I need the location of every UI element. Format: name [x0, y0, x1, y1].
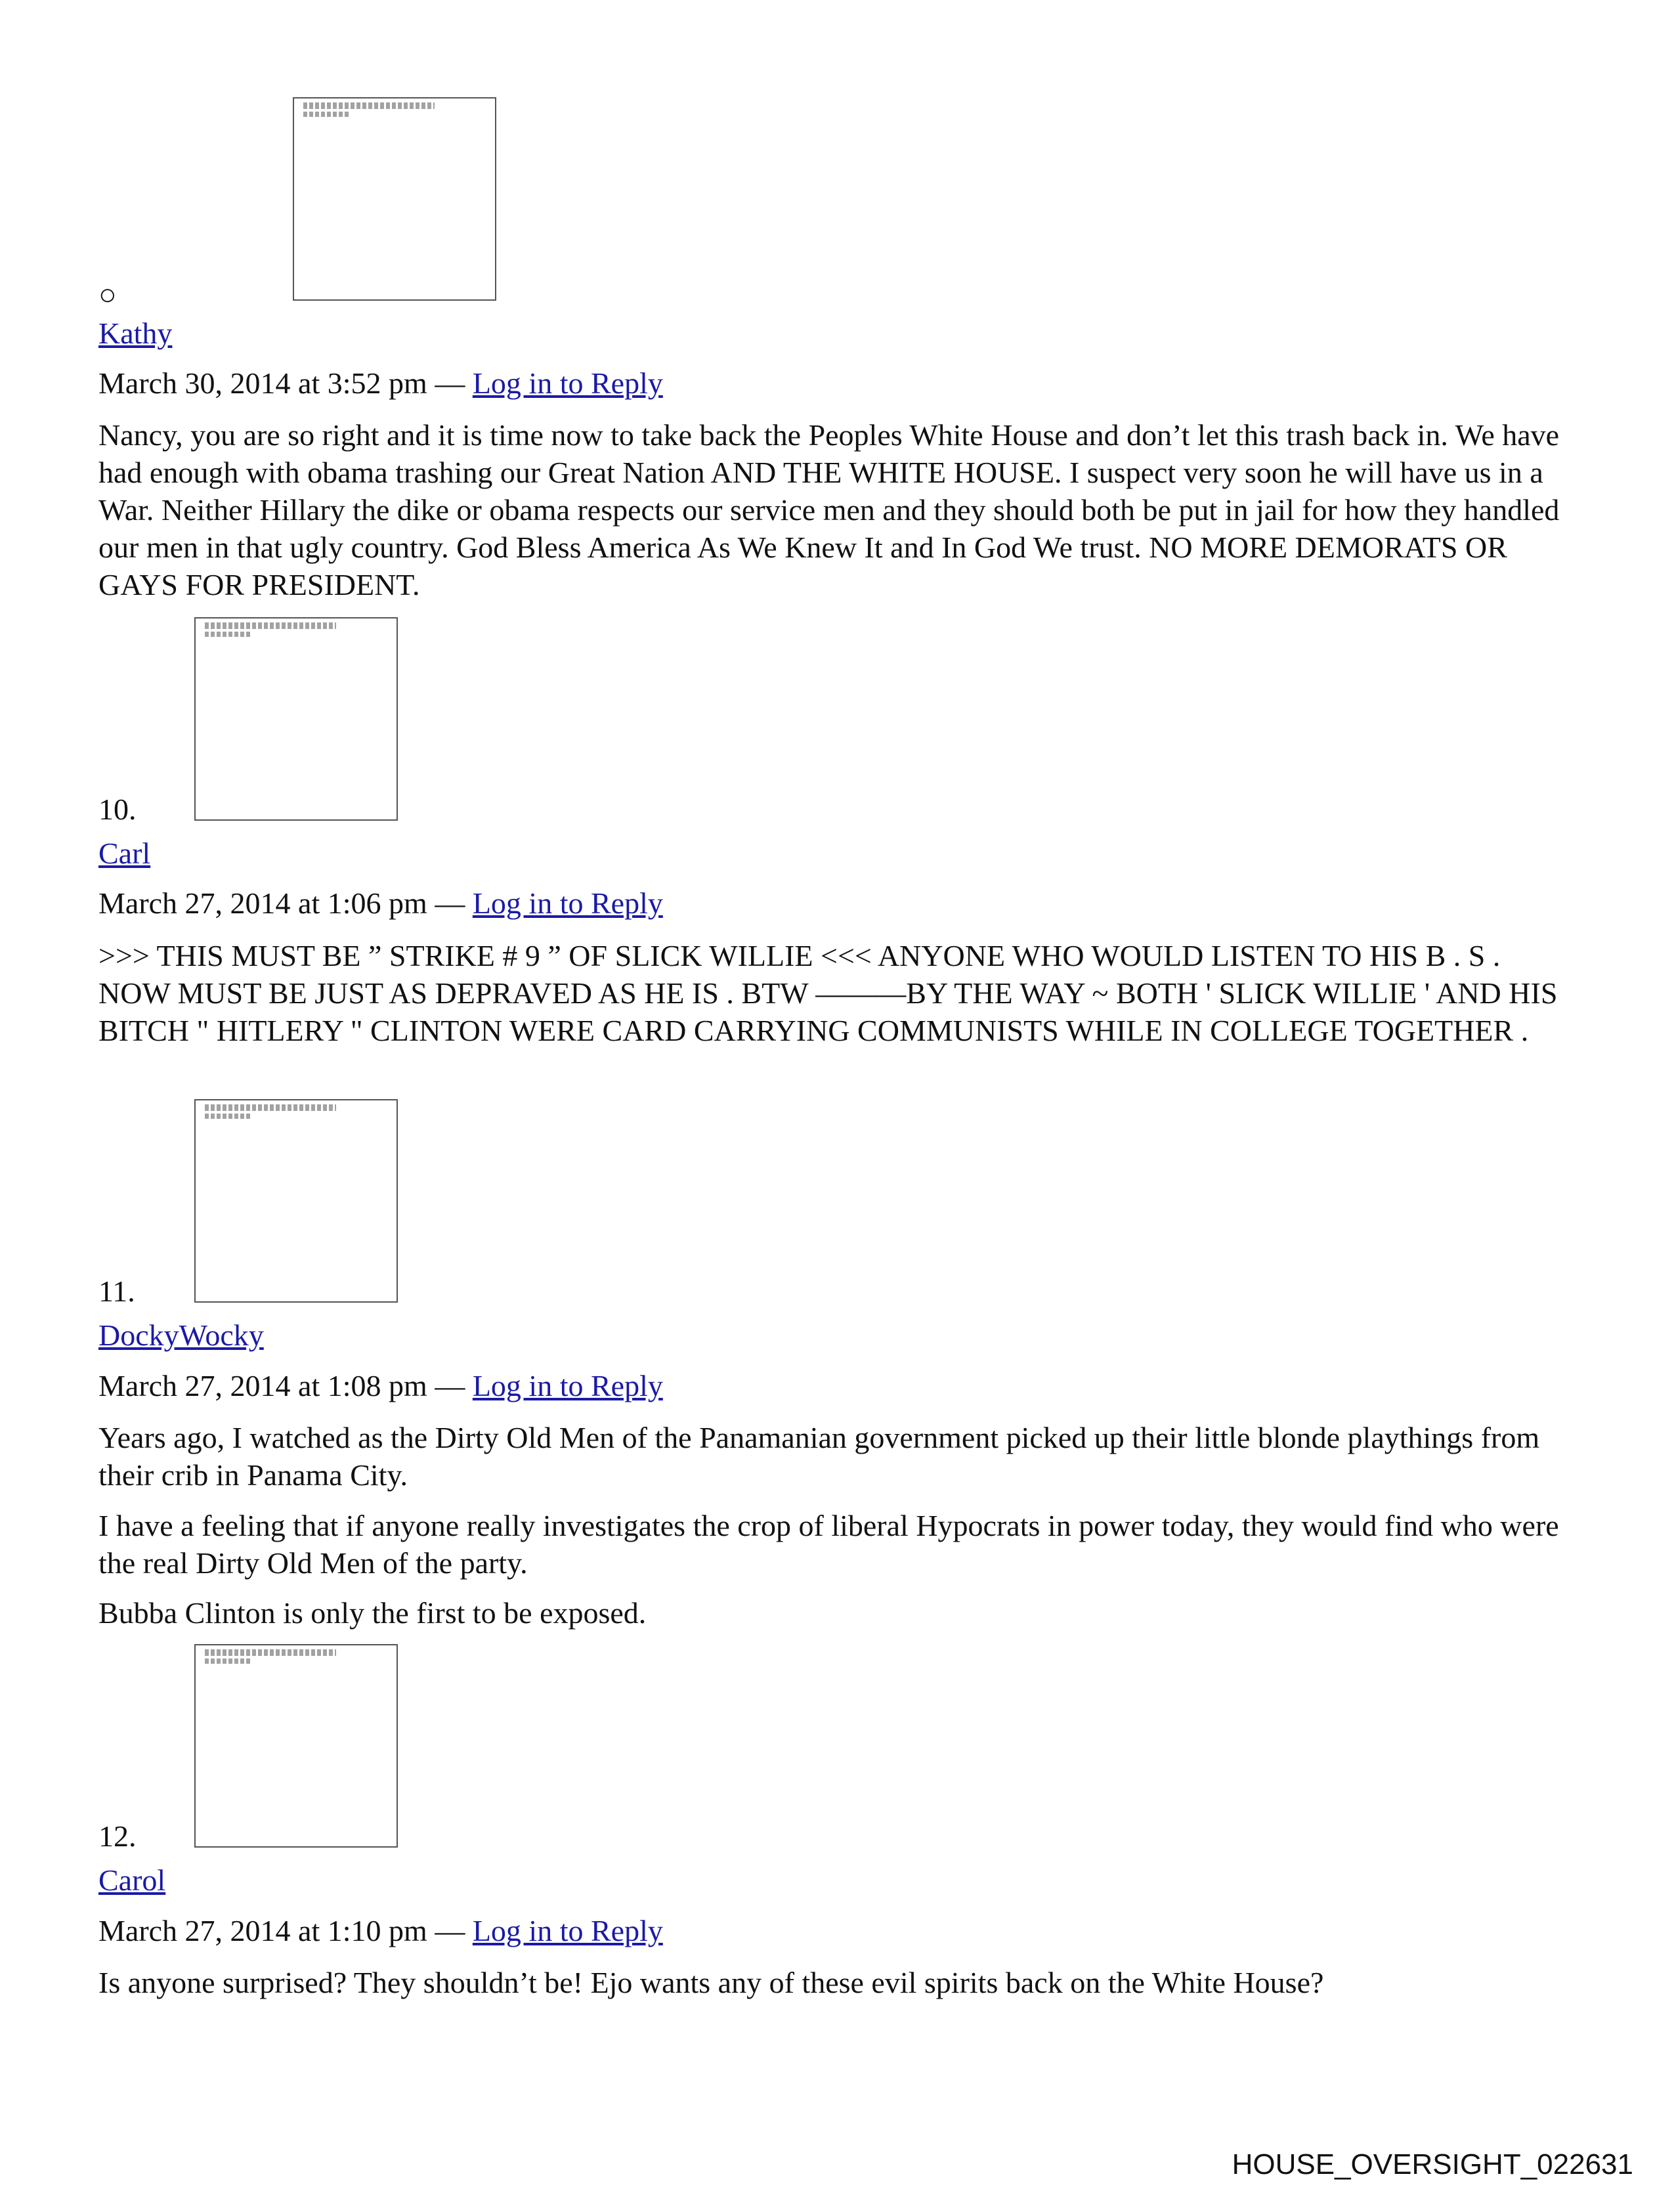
reply-link[interactable]: Log in to Reply	[472, 366, 663, 400]
comment-body: Nancy, you are so right and it is time now to take back the Peoples White House and don’t let this trash back in. We have had enough with obama trashing our Great Nation AND THE WHITE HOUSE. I suspect very soon he will have us in a War. Neither Hillary the dike or obama respects our service men and they should both be put in jail for how they handled our men in that ugly country. God Bless America As We Knew It and In God We trust. NO MORE DEMORATS OR GAYS FOR PRESIDENT.	[98, 418, 1560, 601]
avatar	[194, 617, 398, 821]
document-id-footer: HOUSE_OVERSIGHT_022631	[1232, 2148, 1633, 2180]
avatar	[293, 97, 496, 301]
avatar	[194, 1099, 398, 1303]
comment-paragraph: Years ago, I watched as the Dirty Old Men of the Panamanian government picked up their little blonde playthings from their crib in Panama City.	[98, 1421, 1540, 1492]
meta-separator: —	[427, 366, 473, 400]
list-number: 12.	[98, 1819, 137, 1853]
comment-body: >>> THIS MUST BE ” STRIKE # 9 ” OF SLICK WILLIE <<< ANYONE WHO WOULD LISTEN TO HIS B . S . NOW MUST BE JUST AS DEPRAVED AS HE IS . BTW ———BY THE WAY ~ BOTH ' SLICK WILLIE ' AND HIS BITCH " HITLERY " CLINTON WERE CARD CARRYING COMMUNISTS WHILE IN COLLEGE TOGETHER .	[98, 939, 1558, 1047]
comment-author-link[interactable]: Carol	[98, 1863, 166, 1897]
list-number: 10.	[98, 792, 137, 826]
meta-separator: —	[427, 1369, 473, 1402]
comment-date: March 27, 2014 at 1:10 pm	[98, 1914, 427, 1947]
comment-paragraph: I have a feeling that if anyone really investigates the crop of liberal Hypocrats in power today, they would find who were the real Dirty Old Men of the party.	[98, 1509, 1559, 1580]
comment-date: March 27, 2014 at 1:06 pm	[98, 886, 427, 920]
comment-date: March 30, 2014 at 3:52 pm	[98, 366, 427, 400]
comment-meta	[98, 366, 663, 401]
reply-link[interactable]: Log in to Reply	[472, 886, 663, 920]
reply-link[interactable]: Log in to Reply	[472, 1914, 663, 1947]
list-bullet: ○	[98, 278, 117, 311]
reply-link[interactable]: Log in to Reply	[472, 1369, 663, 1402]
meta-separator: —	[427, 1914, 473, 1947]
comment-paragraph: Bubba Clinton is only the first to be exposed.	[98, 1596, 647, 1630]
meta-separator: —	[427, 886, 473, 920]
comment-meta	[98, 1914, 663, 1948]
comment-meta	[98, 1369, 663, 1403]
list-number: 11.	[98, 1274, 135, 1308]
avatar	[194, 1644, 398, 1848]
comment-date: March 27, 2014 at 1:08 pm	[98, 1369, 427, 1402]
comment-meta	[98, 886, 663, 921]
comment-author-link[interactable]: Carl	[98, 836, 151, 870]
comment-body: Is anyone surprised? They shouldn’t be! Ejo wants any of these evil spirits back on the White House?	[98, 1966, 1324, 1999]
comment-author-link[interactable]: Kathy	[98, 316, 173, 350]
comment-author-link[interactable]: DockyWocky	[98, 1318, 264, 1352]
